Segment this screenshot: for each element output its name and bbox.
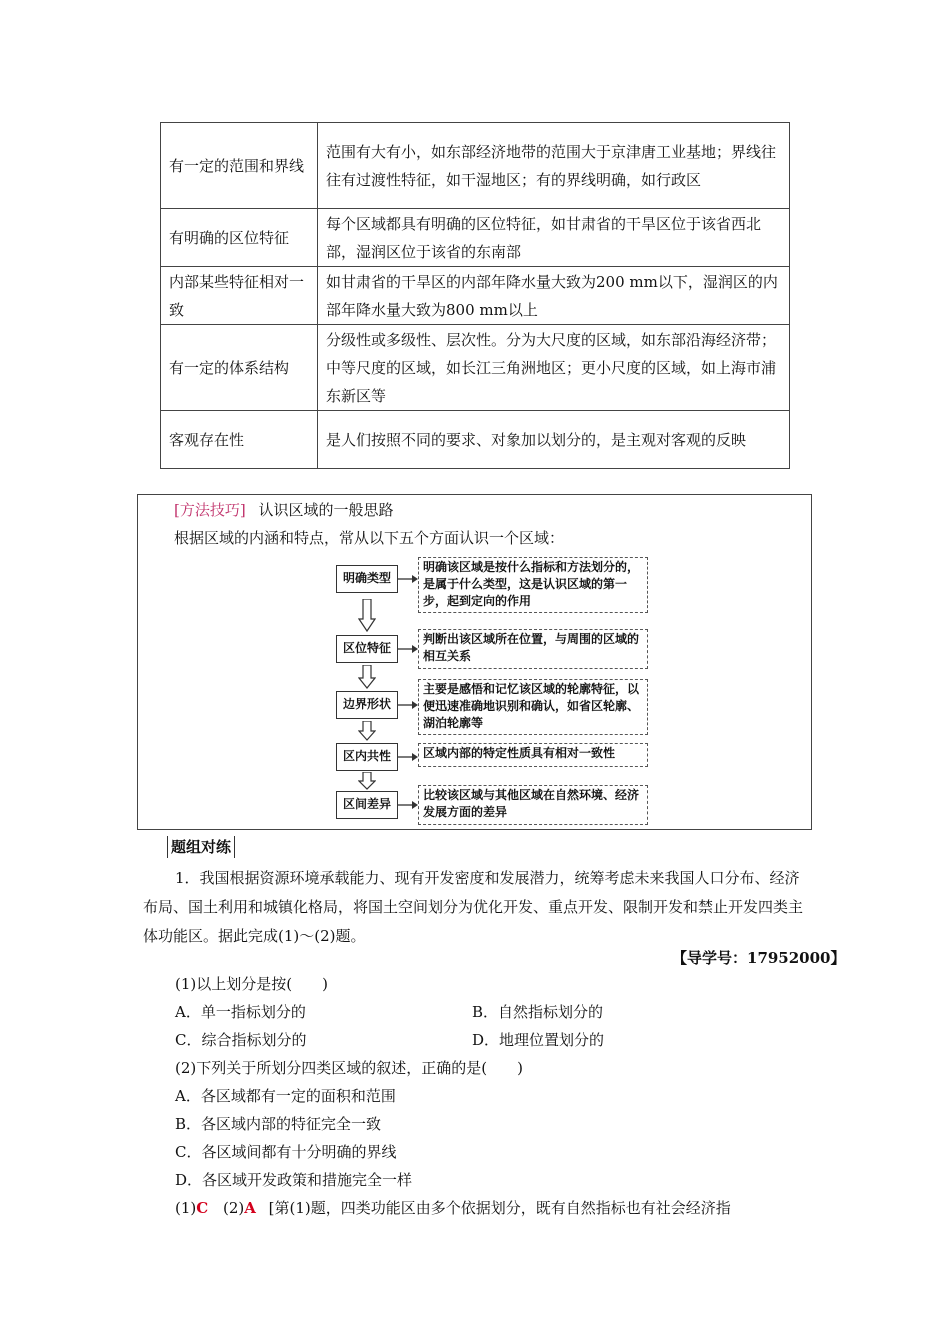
method-title: 认识区域的一般思路 xyxy=(258,501,394,519)
right-arrow-icon xyxy=(398,700,418,710)
feature-cell: 有一定的体系结构 xyxy=(161,325,318,411)
option-2d: D．各区域开发政策和措施完全一样 xyxy=(175,1171,413,1189)
flow-step-boundary: 边界形状 xyxy=(336,691,398,719)
option-1c: C．综合指标划分的 xyxy=(175,1031,307,1049)
answer-2-prefix: (2) xyxy=(222,1199,245,1217)
option-2a: A．各区域都有一定的面积和范围 xyxy=(175,1087,396,1105)
answer-2: A xyxy=(244,1199,256,1217)
flow-desc-commonality: 区域内部的特定性质具有相对一致性 xyxy=(418,743,648,767)
desc-cell: 是人们按照不同的要求、对象加以划分的，是主观对客观的反映 xyxy=(318,411,790,469)
flow-step-location: 区位特征 xyxy=(336,635,398,663)
option-2c: C．各区域间都有十分明确的界线 xyxy=(175,1143,397,1161)
option-2b: B．各区域内部的特征完全一致 xyxy=(175,1115,382,1133)
table-row xyxy=(161,123,790,209)
method-tips-box xyxy=(137,494,812,830)
right-arrow-icon xyxy=(398,644,418,654)
feature-cell: 客观存在性 xyxy=(161,411,318,469)
answer-1: C xyxy=(196,1199,209,1217)
reference-number: 【导学号：17952000】 xyxy=(672,949,846,967)
flow-desc-boundary: 主要是感悟和记忆该区域的轮廓特征，以便迅速准确地识别和确认，如省区轮廓、湖泊轮廓等 xyxy=(418,679,648,735)
down-arrow-icon xyxy=(358,665,376,689)
right-arrow-icon xyxy=(398,752,418,762)
method-intro: 根据区域的内涵和特点，常从以下五个方面认识一个区域： xyxy=(174,529,565,547)
question-2: (2)下列关于所划分四类区域的叙述，正确的是( ) xyxy=(175,1059,523,1077)
answer-explanation: [第(1)题，四类功能区由多个依据划分，既有自然指标也有社会经济指 xyxy=(268,1199,731,1217)
feature-cell: 有一定的范围和界线 xyxy=(161,123,318,209)
right-arrow-icon xyxy=(398,574,418,584)
down-arrow-icon xyxy=(358,599,376,633)
question-stem: 1．我国根据资源环境承载能力、现有开发密度和发展潜力，统筹考虑未来我国人口分布、经济布局、国土利用和城镇化格局，将国土空间划分为优化开发、重点开发、限制开发和禁止开发四类主体功能区。据此完成(1)～(2)题。 xyxy=(143,869,804,945)
down-arrow-icon xyxy=(358,721,376,741)
feature-cell: 有明确的区位特征 xyxy=(161,209,318,267)
flow-step-type: 明确类型 xyxy=(336,565,398,593)
right-arrow-icon xyxy=(398,800,418,810)
section-label: 题组对练 xyxy=(167,836,235,858)
desc-cell: 每个区域都具有明确的区位特征，如甘肃省的干旱区位于该省西北部，湿润区位于该省的东南部 xyxy=(318,209,790,267)
option-1a: A．单一指标划分的 xyxy=(175,1003,306,1021)
flow-desc-difference: 比较该区域与其他区域在自然环境、经济发展方面的差异 xyxy=(418,785,648,825)
flow-desc-location: 判断出该区域所在位置，与周围的区域的相互关系 xyxy=(418,629,648,669)
answer-1-prefix: (1) xyxy=(175,1199,197,1217)
answer-line xyxy=(175,1196,731,1220)
desc-cell: 范围有大有小，如东部经济地带的范围大于京津唐工业基地；界线往往有过渡性特征，如干湿地区；有的界线明确，如行政区 xyxy=(318,123,790,209)
method-tag: [方法技巧] xyxy=(174,501,246,519)
flowchart xyxy=(138,495,813,831)
table-row xyxy=(161,325,790,411)
table-row xyxy=(161,411,790,469)
option-1d: D．地理位置划分的 xyxy=(472,1031,605,1049)
desc-cell: 如甘肃省的干旱区的内部年降水量大致为200 mm以下，湿润区的内部年降水量大致为800 mm以上 xyxy=(318,267,790,325)
flow-step-difference: 区间差异 xyxy=(336,791,398,819)
region-features-table xyxy=(160,122,790,469)
table-row xyxy=(161,209,790,267)
desc-cell: 分级性或多级性、层次性。分为大尺度的区域，如东部沿海经济带；中等尺度的区域，如长江三角洲地区；更小尺度的区域，如上海市浦东新区等 xyxy=(318,325,790,411)
question-1: (1)以上划分是按( ) xyxy=(175,975,328,993)
flow-step-commonality: 区内共性 xyxy=(336,743,398,771)
feature-cell: 内部某些特征相对一致 xyxy=(161,267,318,325)
down-arrow-icon xyxy=(358,772,376,790)
option-1b: B．自然指标划分的 xyxy=(472,1003,604,1021)
table-row xyxy=(161,267,790,325)
flow-desc-type: 明确该区域是按什么指标和方法划分的，是属于什么类型，这是认识区域的第一步，起到定向的作用 xyxy=(418,557,648,613)
